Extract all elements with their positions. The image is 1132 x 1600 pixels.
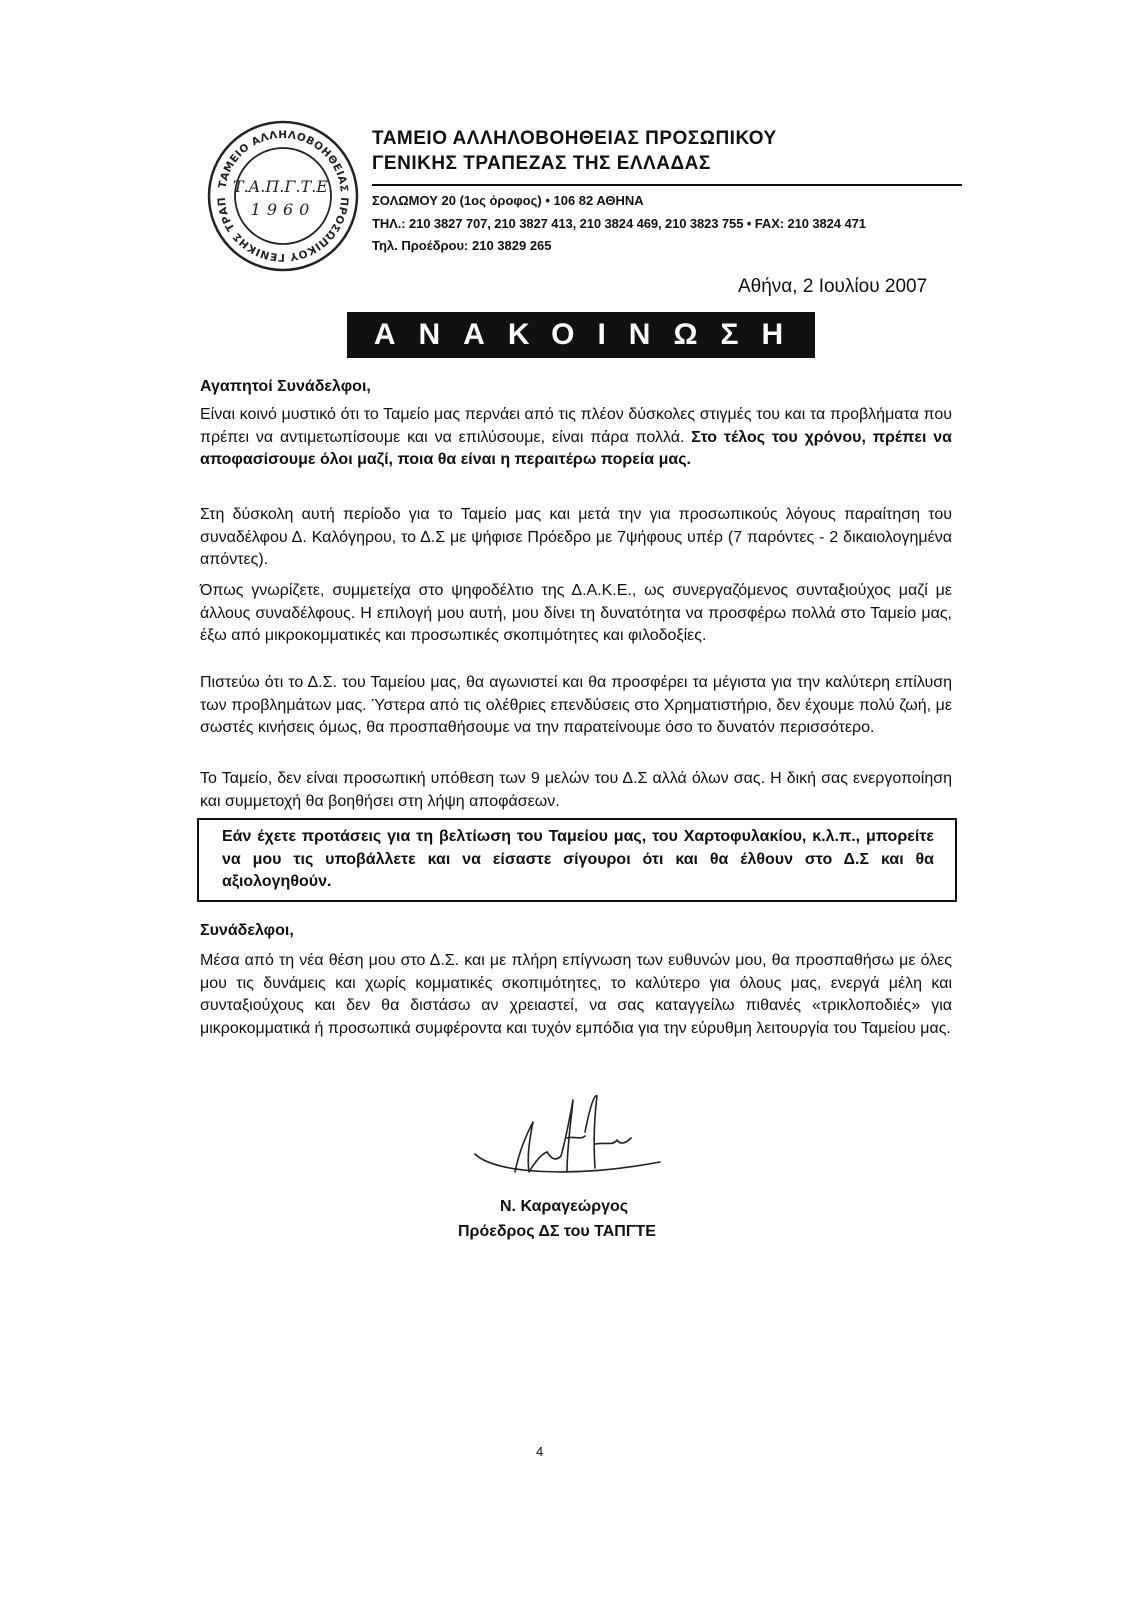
greeting: Αγαπητοί Συνάδελφοι, [200, 378, 371, 395]
signature-graphic [455, 1092, 675, 1192]
document-title-banner [347, 312, 815, 358]
seal-center-year: 1960 [250, 200, 316, 219]
handwritten-signature [455, 1092, 675, 1192]
paragraph-4: Πιστεύω ότι το Δ.Σ. του Ταμείου μας, θα αγωνιστεί και θα προσφέρει τα μέγιστα για την καλύτερη επίλυση των προβλημάτων μας. Ύστερα από τις ολέθριες επενδύσεις στο Χρηματιστήριο, δεν έχουμε πολύ ζωή, με σωστές κινήσεις όμως, θα προσπαθήσουμε να την παρατείνουμε όσο το δυνατόν περισσότερο. [200, 674, 952, 736]
paragraph-3: Όπως γνωρίζετε, συμμετείχα στο ψηφοδέλτιο της Δ.Α.Κ.Ε., ως συνεργαζόμενος συνταξιούχος μαζί με άλλους συναδέλφους. Η επιλογή μου αυτή, μου δίνει τη δυνατότητα να προσφέρω πολλά στο Ταμείο μας, έξω από μικροκομματικές και προσωπικές σκοπιμότητες και φιλοδοξίες. [200, 582, 952, 644]
seal-center-abbrev: Τ.Α.Π.Γ.Τ.Ε. [232, 177, 334, 196]
document-title: ΑΝΑΚΟΙΝΩΣΗ [373, 318, 807, 351]
organization-name-line1: ΤΑΜΕΙΟ ΑΛΛΗΛΟΒΟΗΘΕΙΑΣ ΠΡΟΣΩΠΙΚΟΥ [372, 128, 777, 149]
document-date: Αθήνα, 2 Ιουλίου 2007 [738, 276, 928, 297]
signer-name: Ν. Καραγεώργος [500, 1198, 629, 1215]
highlight-box-text: Εάν έχετε προτάσεις για τη βελτίωση του Ταμείου μας, του Χαρτοφυλακίου, κ.λ.π., μπορείτε να μου τις υποβάλλετε και να είσαστε σίγουροι ότι και θα έλθουν στο Δ.Σ και θα αξιολογηθούν. [222, 828, 934, 890]
paragraph-1-text: Είναι κοινό μυστικό ότι το Ταμείο μας περνάει από τις πλέον δύσκολες στιγμές του και τα προβλήματα που πρέπει να αντιμετωπίσουμε και να επιλύσουμε, είναι πάρα πολλά. [200, 406, 952, 446]
organization-address: ΣΟΛΩΜΟΥ 20 (1ος όροφος) • 106 82 ΑΘΗΝΑ [372, 193, 644, 208]
page-number: 4 [536, 1444, 544, 1459]
president-phone: Τηλ. Προέδρου: 210 3829 265 [372, 238, 552, 253]
paragraph-6: Μέσα από τη νέα θέση μου στο Δ.Σ. και με πλήρη επίγνωση των ευθυνών μου, θα προσπαθήσω με όλες μου τις δυνάμεις και χωρίς κομματικές σκοπιμότητες, το καλύτερο για όλους μας, ενεργά μέλη και συνταξιούχους και δεν θα διστάσω αν χρειαστεί, να σας καταγγείλω πιθανές «τρικλοποδιές» για μικροκομματικά ή προσωπικά συμφέροντα και τυχόν εμπόδια για την εύρυθμη λειτουργία του Ταμείου μας. [200, 952, 952, 1037]
organization-name-line2: ΓΕΝΙΚΗΣ ΤΡΑΠΕΖΑΣ ΤΗΣ ΕΛΛΑΔΑΣ [372, 153, 711, 174]
letterhead-divider [372, 184, 962, 186]
organization-seal [205, 118, 361, 274]
paragraph-1-emphasis: Στο τέλος του χρόνου, πρέπει να αποφασίσουμε όλοι μαζί, ποια θα είναι η περαιτέρω πορεία μας. [200, 428, 952, 468]
seal-graphic [205, 118, 361, 274]
organization-phones: ΤΗΛ.: 210 3827 707, 210 3827 413, 210 3824 469, 210 3823 755 • FAX: 210 3824 471 [372, 216, 866, 231]
seal-ring-text: ΤΑΜΕΙΟ ΑΛΛΗΛΟΒΟΗΘΕΙΑΣ ΠΡΟΣΩΠΙΚΟΥ ΓΕΝΙΚΗΣ ΤΡΑΠ [215, 128, 351, 264]
paragraph-1 [200, 404, 952, 472]
greeting-2: Συνάδελφοι, [200, 922, 294, 939]
paragraph-2: Στη δύσκολη αυτή περίοδο για το Ταμείο μας και μετά την για προσωπικούς λόγους παραίτηση του συναδέλφου Δ. Καλόγηρου, το Δ.Σ με ψήφισε Πρόεδρο με 7ψήφους υπέρ (7 παρόντες - 2 δικαιολογημένα απόντες). [200, 506, 952, 568]
signer-title: Πρόεδρος ΔΣ του ΤΑΠΓΤΕ [458, 1223, 656, 1240]
paragraph-5: Το Ταμείο, δεν είναι προσωπική υπόθεση των 9 μελών του Δ.Σ αλλά όλων σας. Η δική σας ενεργοποίηση και συμμετοχή θα βοηθήσει στη λήψη αποφάσεων. [200, 770, 952, 810]
